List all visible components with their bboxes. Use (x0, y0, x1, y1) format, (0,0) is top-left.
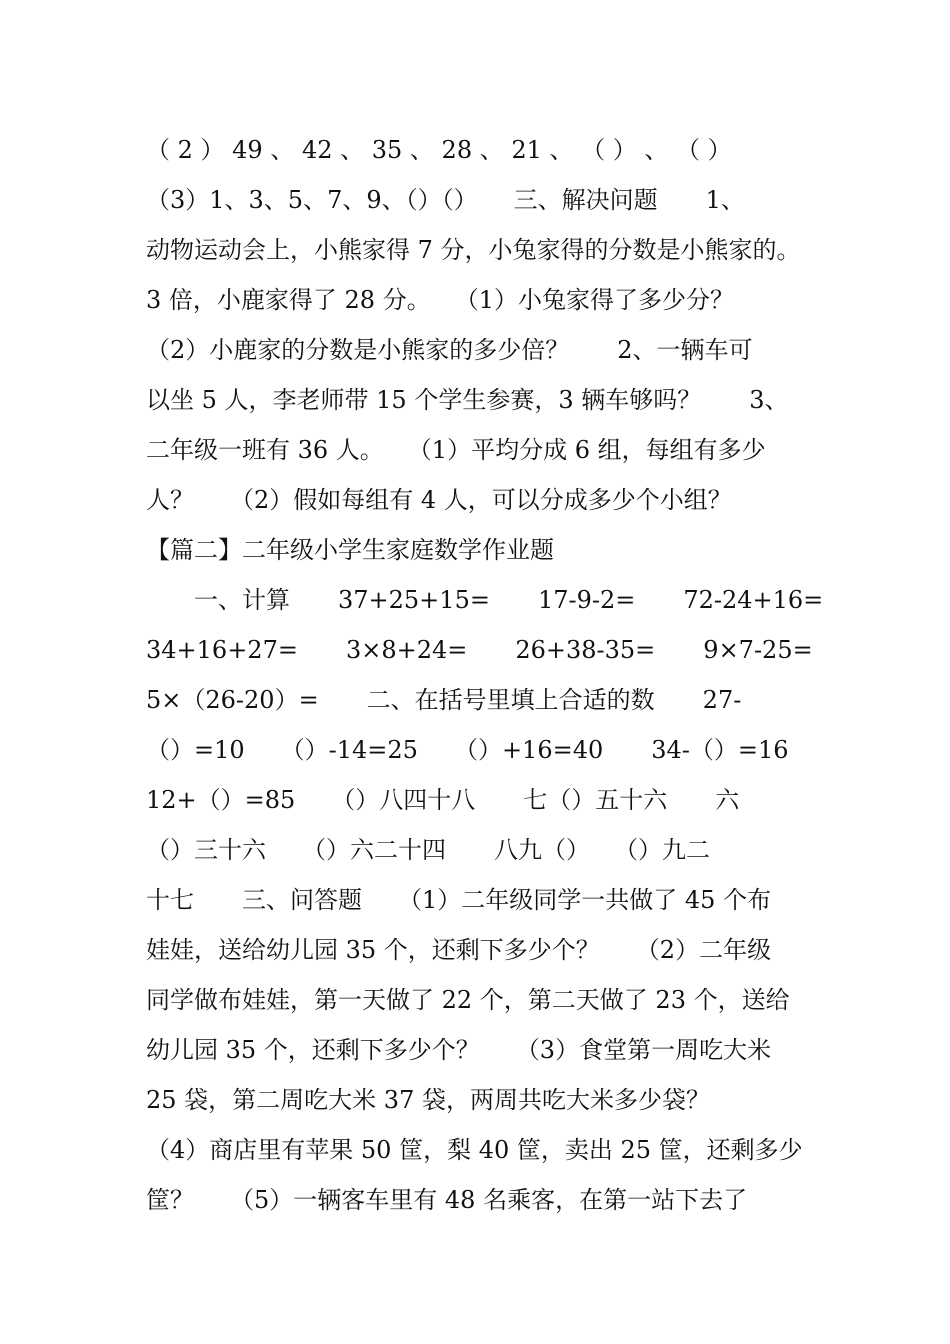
text-line-17: 娃娃，送给幼儿园 35 个，还剩下多少个？ （2）二年级 (146, 936, 772, 964)
text-line-6: 以坐 5 人，李老师带 15 个学生参赛，3 辆车够吗？ 3、 (146, 386, 789, 414)
section-heading: 【篇二】二年级小学生家庭数学作业题 (146, 536, 554, 564)
text-line-10: 一、计算 37+25+15= 17-9-2= 72-24+16= (146, 586, 824, 614)
text-line-8: 人？ （2）假如每组有 4 人，可以分成多少个小组？ (146, 486, 732, 514)
text-line-12: 5×（26-20）= 二、在括号里填上合适的数 27- (146, 686, 742, 714)
text-line-16: 十七 三、问答题 （1）二年级同学一共做了 45 个布 (146, 886, 772, 914)
text-line-20: 25 袋，第二周吃大米 37 袋，两周共吃大米多少袋？ (146, 1086, 710, 1114)
text-line-4: 3 倍，小鹿家得了 28 分。 （1）小兔家得了多少分？ (146, 286, 734, 314)
text-line-15: （）三十六 （）六二十四 八九（） （）九二 (146, 836, 710, 864)
text-line-13: （）=10 （）-14=25 （）+16=40 34-（）=16 (146, 736, 789, 764)
text-line-19: 幼儿园 35 个，还剩下多少个？ （3）食堂第一周吃大米 (146, 1036, 772, 1064)
text-line-22: 筐？ （5）一辆客车里有 48 名乘客，在第一站下去了 (146, 1186, 748, 1214)
text-line-14: 12+（）=85 （）八四十八 七（）五十六 六 (146, 786, 740, 814)
text-line-11: 34+16+27= 3×8+24= 26+38-35= 9×7-25= (146, 636, 813, 664)
text-line-7: 二年级一班有 36 人。 （1）平均分成 6 组，每组有多少 (146, 436, 766, 464)
text-line-2: （3）1、3、5、7、9、（）（） 三、解决问题 1、 (146, 186, 745, 214)
text-line-3: 动物运动会上，小熊家得 7 分，小兔家得的分数是小熊家的。 (146, 236, 801, 264)
text-line-18: 同学做布娃娃，第一天做了 22 个，第二天做了 23 个，送给 (146, 986, 790, 1014)
text-line-5: （2）小鹿家的分数是小熊家的多少倍？ 2、一辆车可 (146, 336, 753, 364)
text-line-21: （4）商店里有苹果 50 筐，梨 40 筐，卖出 25 筐，还剩多少 (146, 1136, 803, 1164)
text-line-1: （ 2 ） 49 、 42 、 35 、 28 、 21 、 （ ） 、 （ ） (146, 136, 732, 164)
